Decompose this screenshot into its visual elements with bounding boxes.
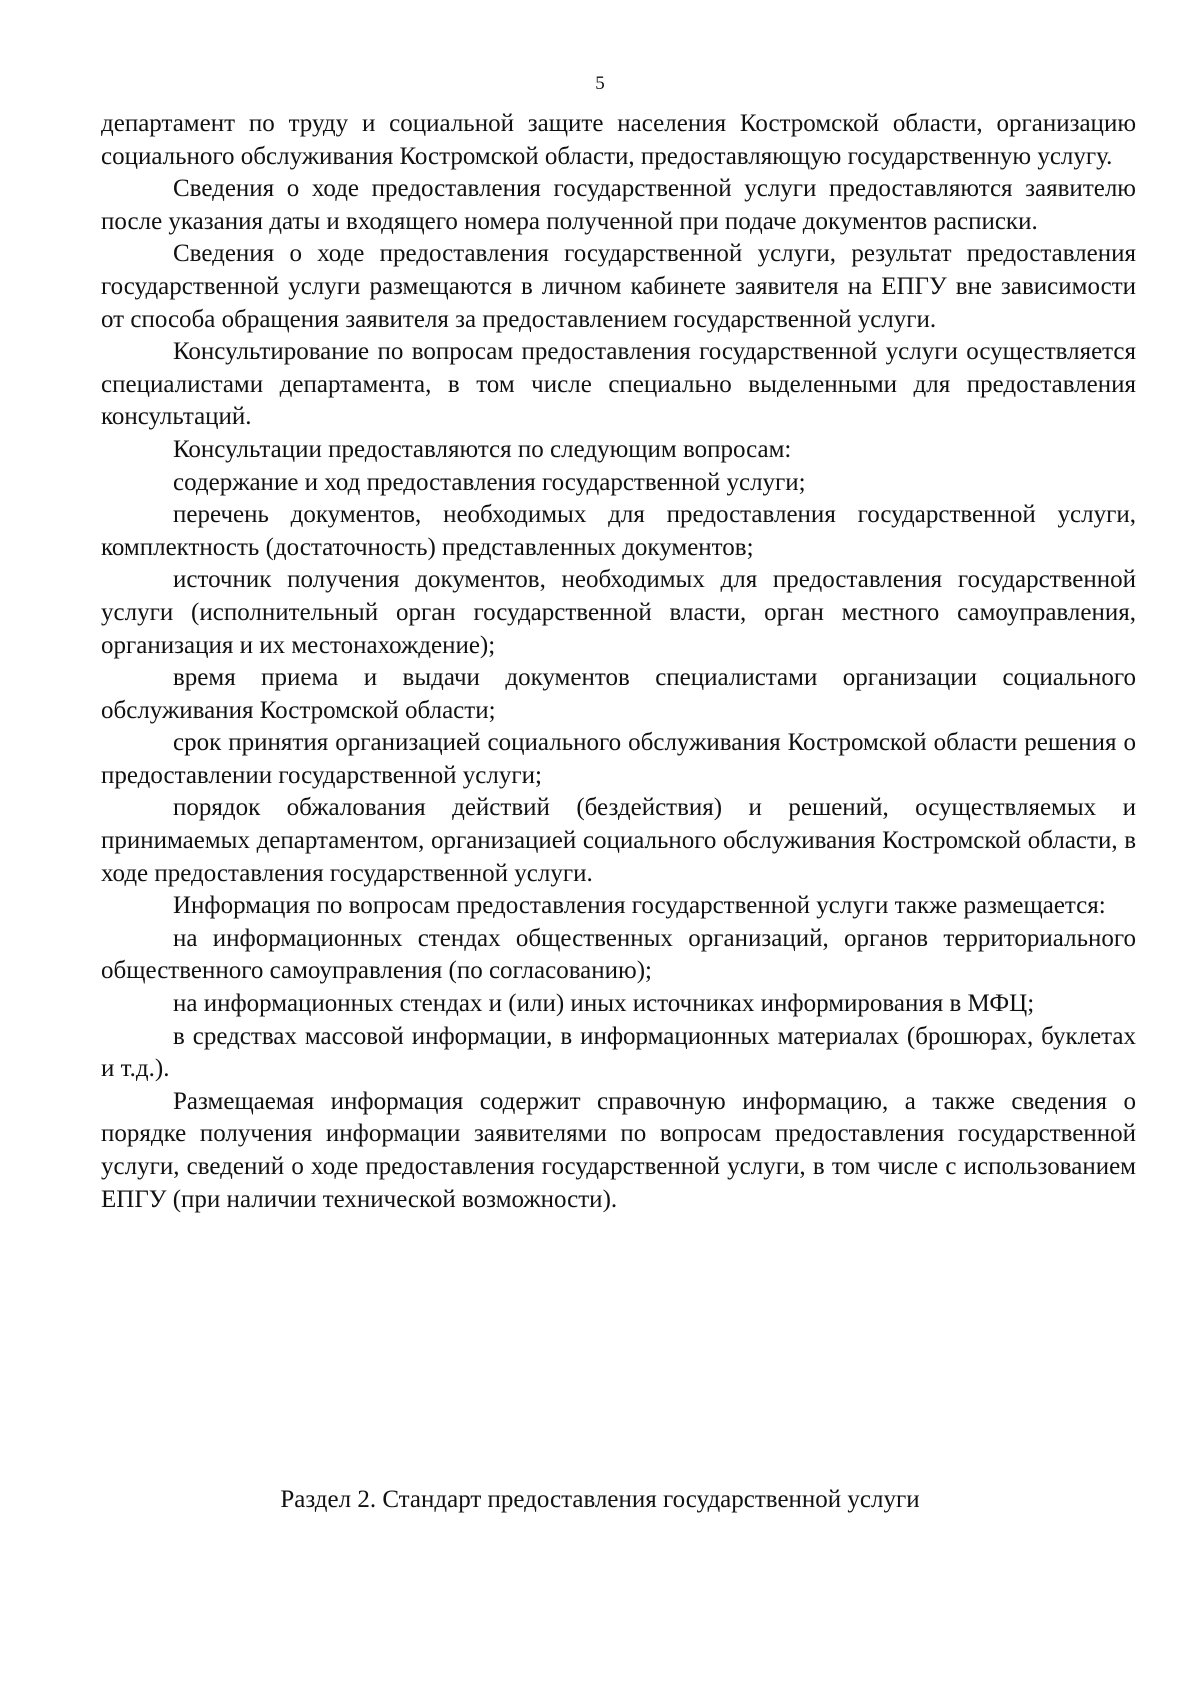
paragraph: Размещаемая информация содержит справочную информацию, а также сведения о порядке получения информации заявителями по вопросам предоставления государственной услуги, сведений о ходе предоставления государственной услуги, в том числе с использованием ЕПГУ (при наличии технической возможности). [101,1087,1136,1213]
list-item: в средствах массовой информации, в информационных материалах (брошюрах, буклетах и т.д.). [101,1022,1136,1083]
list-item: перечень документов, необходимых для предоставления государственной услуги, комплектность (достаточность) представленных документов; [101,501,1136,561]
section-heading: Раздел 2. Стандарт предоставления государственной услуги [280,1486,920,1513]
list-item: время приема и выдачи документов специалистами организации социального обслуживания Костромской области; [101,664,1136,724]
paragraph: Сведения о ходе предоставления государственной услуги, результат предоставления государственной услуги размещаются в личном кабинете заявителя на ЕПГУ вне зависимости от способа обращения заявителя за предоставлением государственной услуги. [101,240,1136,333]
paragraph: Консультирование по вопросам предоставления государственной услуги осуществляется специалистами департамента, в том числе специально выделенными для предоставления консультаций. [101,338,1136,431]
page-number: 5 [595,73,605,94]
list-item: источник получения документов, необходимых для предоставления государственной услуги (исполнительный орган государственной власти, орган местного самоуправления, организация и их местонахождение); [101,566,1136,659]
list-item: содержание и ход предоставления государственной услуги; [173,468,806,496]
list-item: срок принятия организацией социального обслуживания Костромской области решения о предоставлении государственной услуги; [101,729,1136,789]
paragraph: департамент по труду и социальной защите населения Костромской области, организацию социального обслуживания Костромской области, предоставляющую государственную услугу. [101,110,1136,170]
list-item: порядок обжалования действий (бездействия) и решений, осуществляемых и принимаемых департаментом, организацией социального обслуживания Костромской области, в ходе предоставления государственной услуги. [101,794,1136,887]
paragraph: Консультации предоставляются по следующим вопросам: [173,435,792,463]
paragraph: Информация по вопросам предоставления государственной услуги также размещается: [173,892,1106,920]
document-body [101,108,1136,1216]
paragraph: Сведения о ходе предоставления государственной услуги предоставляются заявителю после указания даты и входящего номера полученной при подаче документов расписки. [101,175,1136,235]
list-item: на информационных стендах и (или) иных источниках информирования в МФЦ; [173,990,1035,1018]
list-item: на информационных стендах общественных организаций, органов территориального общественного самоуправления (по согласованию); [101,924,1136,985]
